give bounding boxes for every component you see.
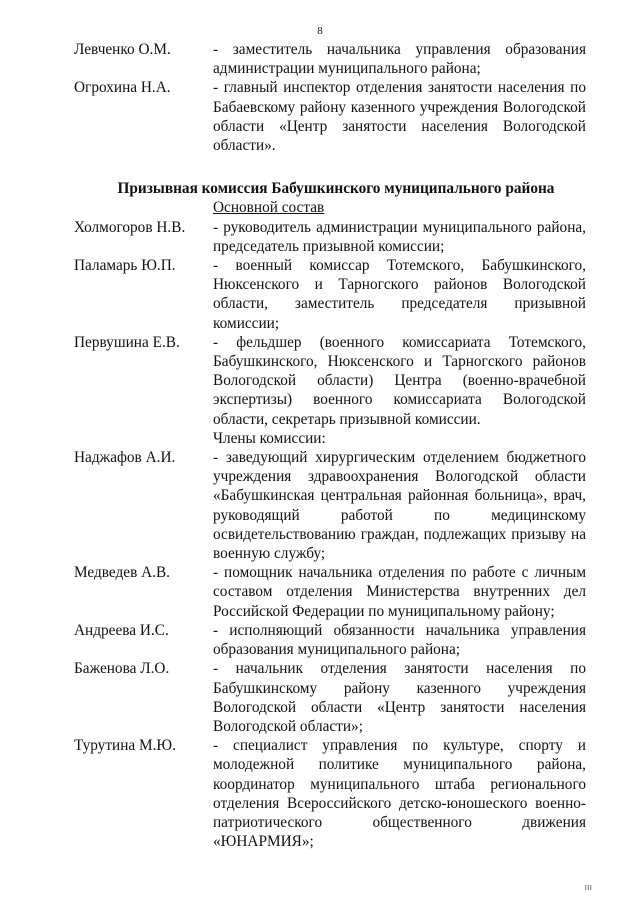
list-item (74, 333, 586, 429)
member-description: - заместитель начальника управления образования администрации муниципального района; (213, 41, 586, 78)
list-item (74, 621, 586, 659)
member-description: - фельдшер (военного комиссариата Тотемского, Бабушкинского, Нюксенского и Тарногского районов Вологодской области) Центра (военно-врачебной экспертизы) военного комиссариата Вологодской области, секретарь призывной комиссии. (213, 333, 586, 428)
member-name: Паламарь Ю.П. (74, 257, 176, 275)
list-item (74, 563, 586, 621)
member-name: Первушина Е.В. (74, 333, 180, 351)
list-item (74, 448, 586, 563)
member-description: - военный комиссар Тотемского, Бабушкинского, Нюксенского и Тарногского районов Вологодской области, заместитель председателя призывной комиссии; (213, 257, 586, 332)
list-item (74, 78, 586, 155)
member-name: Левченко О.М. (74, 41, 171, 58)
member-name: Огрохина Н.А. (74, 79, 171, 97)
list-item (74, 736, 586, 851)
list-item (74, 40, 586, 78)
member-name: Баженова Л.О. (74, 660, 170, 678)
section-title: Призывная комиссия Бабушкинского муниципального района (117, 180, 555, 198)
list-item (74, 256, 586, 333)
member-name: Наджафов А.И. (74, 449, 176, 467)
document-body (74, 40, 586, 851)
member-name: Медведев А.В. (74, 564, 171, 582)
list-item (74, 218, 586, 256)
main-staff-label: Основной состав (213, 199, 325, 217)
list-item (74, 659, 586, 736)
member-description: - специалист управления по культуре, спорту и молодежной политике муниципального района, координатор муниципального штаба регионального отделения Всероссийского детско-юношеского военно-патриотического общественного движения «ЮНАРМИЯ»; (213, 737, 586, 851)
corner-mark: ııı (584, 883, 592, 893)
page-number: 8 (317, 25, 323, 37)
member-description: - помощник начальника отделения по работе с личным составом отделения Министерства внутренних дел Российской Федерации по муниципальному району; (213, 564, 586, 620)
member-name: Андреева И.С. (74, 621, 169, 639)
member-name: Холмогоров Н.В. (74, 218, 186, 236)
member-description: - начальник отделения занятости населения по Бабушкинскому району казенного учреждения Вологодской области «Центр занятости населения Вологодской области»; (213, 660, 586, 735)
member-description: - главный инспектор отделения занятости населения по Бабаевскому району казенного учреждения Вологодской области «Центр занятости населения Вологодской области». (213, 79, 586, 155)
members-label: Члены комиссии: (213, 429, 326, 447)
member-description: - руководитель администрации муниципального района, председатель призывной комиссии; (213, 218, 586, 255)
member-name: Турутина М.Ю. (74, 737, 176, 755)
member-description: - заведующий хирургическим отделением бюджетного учреждения здравоохранения Вологодской области «Бабушкинская центральная районная больница», врач, руководящий работой по медицинскому освидетельствованию граждан, подлежащих призыву на военную службу; (213, 449, 586, 563)
member-description: - исполняющий обязанности начальника управления образования муниципального района; (213, 621, 586, 659)
